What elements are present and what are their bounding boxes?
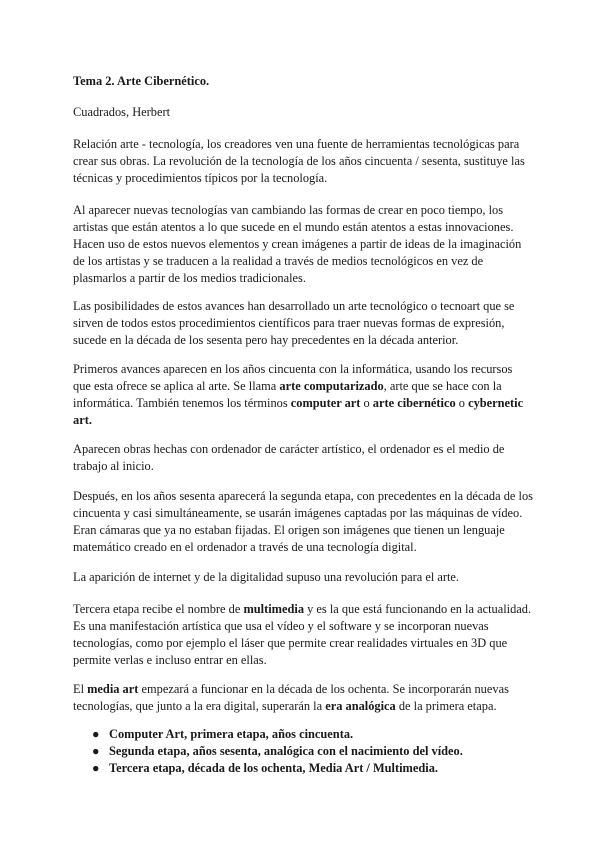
paragraph-8-text: y es la que está funcionando en la actualidad. Es una manifestación artística que usa el vídeo y el software y se incorporan nuevas tecnologías, como por ejemplo el láser que permite crear realidades virtuales en 3D que permite verlas e incluso entrar en ellas. xyxy=(73,602,532,668)
paragraph-4-text: o xyxy=(455,396,469,411)
term-computer-art: computer art xyxy=(290,396,361,411)
paragraph-9-text: El xyxy=(73,682,88,696)
list-item-text: Computer Art, primera etapa, años cincuenta. xyxy=(109,727,354,741)
paragraph-3: Las posibilidades de estos avances han desarrollado un arte tecnológico o tecnoart que se sirven de todos estos procedimientos científicos para traer nuevas formas de expresión, sucede en la década de los sesenta pero hay precedentes en la década anterior. xyxy=(73,299,515,348)
paragraph-6: Después, en los años sesenta aparecerá la segunda etapa, con precedentes en la década de los cincuenta y casi simultáneamente, se usarán imágenes captadas por las máquinas de vídeo. Eran cámaras que ya no estaban fijadas. El origen son imágenes que tienen un lenguaje matemático creado en el ordenador a través de una tecnología digital. xyxy=(73,489,533,555)
list-item xyxy=(92,743,532,760)
paragraph-9-text: empezará a funcionar en la década de los ochenta. Se incorporarán nuevas tecnologías, que junto a la era digital, superarán la xyxy=(73,682,509,714)
paragraph-4-text: Primeros avances aparecen en los años cincuenta con la informática, usando los recursos que esta ofrece se aplica al arte. Se llama xyxy=(73,362,513,394)
summary-list xyxy=(92,726,532,777)
paragraph-5: Aparecen obras hechas con ordenador de carácter artístico, el ordenador es el medio de trabajo al inicio. xyxy=(73,442,505,474)
list-item-text: Tercera etapa, década de los ochenta, Media Art / Multimedia. xyxy=(109,761,438,776)
bullet-icon: ● xyxy=(92,727,100,741)
list-item xyxy=(92,760,532,777)
bullet-icon: ● xyxy=(92,761,100,776)
paragraph-1: Relación arte - tecnología, los creadores ven una fuente de herramientas tecnológicas para crear sus obras. La revolución de la tecnología de los años cincuenta / sesenta, sustituye las técnicas y procedimientos típicos por la tecnología. xyxy=(73,137,525,186)
paragraph-4-text: o xyxy=(360,396,373,411)
paragraph-9 xyxy=(73,681,533,715)
term-media-art: media art xyxy=(87,682,139,696)
paragraph-2: Al aparecer nuevas tecnologías van cambiando las formas de crear en poco tiempo, los artistas que están atentos a lo que sucede en el mundo están atentos a estas innovaciones. Hacen uso de estos nuevos elementos y crean imágenes a partir de ideas de la imaginación de los artistas y se traducen a la realidad a través de medios tecnológicos en vez de plasmarlos a partir de los medios tradicionales. xyxy=(73,203,522,286)
document-title: Tema 2. Arte Cibernético. xyxy=(73,74,210,88)
paragraph-4-text: , arte que se hace con la informática. También tenemos los términos xyxy=(73,379,502,411)
paragraph-9-text: de la primera etapa. xyxy=(395,699,497,714)
term-era-analogica: era analógica xyxy=(325,699,396,714)
term-multimedia: multimedia xyxy=(243,602,305,616)
list-item-text: Segunda etapa, años sesenta, analógica con el nacimiento del vídeo. xyxy=(109,744,463,759)
paragraph-4 xyxy=(73,361,533,429)
term-arte-computarizado: arte computarizado xyxy=(279,379,384,394)
paragraph-8 xyxy=(73,601,533,669)
document-author: Cuadrados, Herbert xyxy=(73,105,171,119)
list-item xyxy=(92,726,532,743)
term-cybernetic-art: cybernetic art. xyxy=(73,396,524,428)
bullet-icon: ● xyxy=(92,744,100,759)
paragraph-7: La aparición de internet y de la digitalidad supuso una revolución para el arte. xyxy=(73,570,460,584)
paragraph-8-text: Tercera etapa recibe el nombre de xyxy=(73,602,244,616)
term-arte-cibernetico: arte cibernético xyxy=(372,396,456,411)
